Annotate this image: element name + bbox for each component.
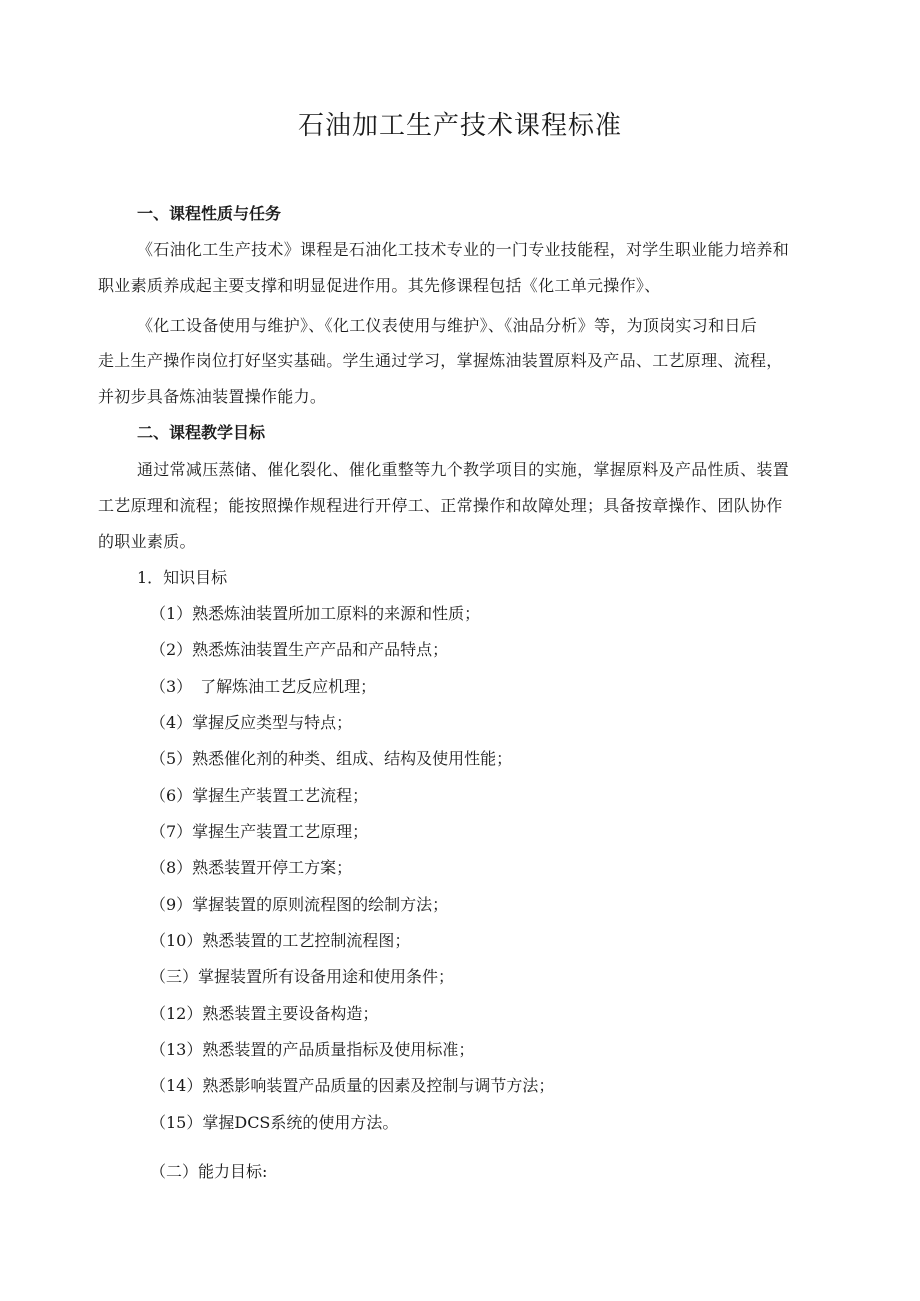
knowledge-item: （13）熟悉装置的产品质量指标及使用标准； — [150, 1040, 475, 1059]
ability-objectives-heading: （二）能力目标: — [150, 1162, 268, 1181]
knowledge-item: （5）熟悉催化剂的种类、组成、结构及使用性能； — [150, 749, 513, 768]
section-2-paragraph-line-1: 通过常减压蒸储、催化裂化、催化重整等九个教学项目的实施，掌握原料及产品性质、装置 — [137, 460, 790, 479]
document-title: 石油加工生产技术课程标准 — [297, 111, 622, 141]
section-1-paragraph-a-line-1: 《石油化工生产技术》课程是石油化工技术专业的一门专业技能程，对学生职业能力培养和 — [137, 240, 790, 259]
section-2-paragraph-line-2: 工艺原理和流程；能按照操作规程进行开停工、正常操作和故障处理；具备按章操作、团队协作 — [98, 496, 783, 515]
section-1-heading: 一、课程性质与任务 — [137, 204, 282, 223]
section-2-heading: 二、课程教学目标 — [137, 423, 266, 442]
knowledge-item: （15）掌握DCS系统的使用方法。 — [150, 1113, 399, 1132]
knowledge-objectives-heading: 1．知识目标 — [137, 568, 228, 587]
knowledge-item: （10）熟悉装置的工艺控制流程图； — [150, 931, 411, 950]
knowledge-item: （三）掌握装置所有设备用途和使用条件； — [150, 967, 455, 986]
knowledge-item: （4）掌握反应类型与特点； — [150, 713, 353, 732]
knowledge-item: （2）熟悉炼油装置生产产品和产品特点； — [150, 640, 449, 659]
knowledge-item: （6）掌握生产装置工艺流程； — [150, 786, 369, 805]
section-1-paragraph-b-line-1: 《化工设备使用与维护》、《化工仪表使用与维护》、《油品分析》等，为顶岗实习和日后 — [137, 316, 758, 335]
section-2-paragraph-line-3: 的职业素质。 — [98, 532, 196, 551]
knowledge-item: （7）掌握生产装置工艺原理； — [150, 822, 369, 841]
section-1-paragraph-b-line-3: 并初步具备炼油装置操作能力。 — [98, 387, 327, 406]
knowledge-item: （8）熟悉装置开停工方案； — [150, 858, 353, 877]
section-1-paragraph-a-line-2: 职业素质养成起主要支撑和明显促进作用。其先修课程包括《化工单元操作》、 — [98, 276, 661, 295]
knowledge-item: （1）熟悉炼油装置所加工原料的来源和性质； — [150, 604, 481, 623]
knowledge-item: （3） 了解炼油工艺反应机理； — [150, 677, 377, 696]
knowledge-item: （14）熟悉影响装置产品质量的因素及控制与调节方法； — [150, 1076, 555, 1095]
section-1-paragraph-b-line-2: 走上生产操作岗位打好坚实基础。学生通过学习，掌握炼油装置原料及产品、工艺原理、流程， — [98, 351, 783, 370]
knowledge-item: （9）掌握装置的原则流程图的绘制方法； — [150, 895, 449, 914]
knowledge-item: （12）熟悉装置主要设备构造； — [150, 1004, 379, 1023]
